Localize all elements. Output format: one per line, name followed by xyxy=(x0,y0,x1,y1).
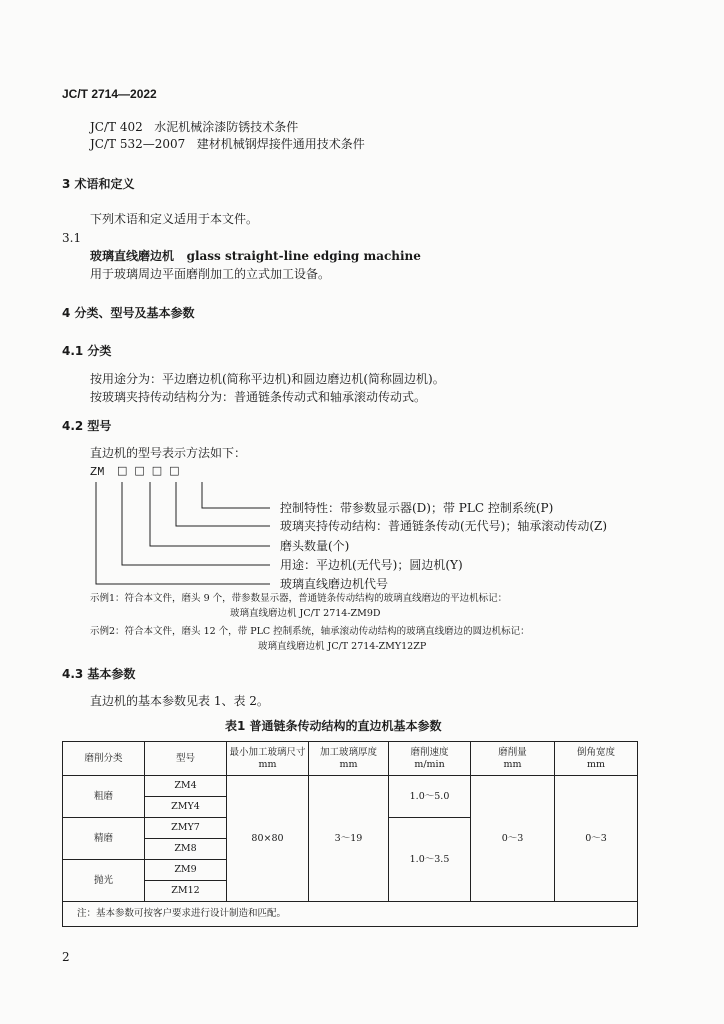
callout-heads: 磨头数量(个) xyxy=(280,539,350,553)
header-cell: 倒角宽度 mm xyxy=(555,742,638,776)
params-intro: 直边机的基本参数见表 1、表 2。 xyxy=(90,694,269,708)
model-cell: ZMY7 xyxy=(145,818,227,839)
callout-control: 控制特性：带参数显示器(D)；带 PLC 控制系统(P) xyxy=(280,501,554,515)
example-2-mark: 玻璃直线磨边机 JC/T 2714-ZMY12ZP xyxy=(258,641,427,652)
model-intro: 直边机的型号表示方法如下： xyxy=(90,446,247,460)
speed-cell: 1.0～5.0 xyxy=(389,776,471,818)
classification-line-1: 按用途分为：平边磨边机(简称平边机)和圆边磨边机(简称圆边机)。 xyxy=(90,372,445,386)
model-cell: ZM8 xyxy=(145,839,227,860)
term-en: glass straight-line edging machine xyxy=(186,249,421,263)
example-1-mark: 玻璃直线磨边机 JC/T 2714-ZM9D xyxy=(230,608,381,619)
parameters-table xyxy=(62,741,638,927)
table-note-row xyxy=(63,902,638,927)
callout-usage: 用途：平边机(无代号)；圆边机(Y) xyxy=(280,558,463,572)
classification-line-2: 按玻璃夹持传动结构分为：普通链条传动式和轴承滚动传动式。 xyxy=(90,390,427,404)
header-cell: 磨削分类 xyxy=(63,742,145,776)
table-header-row xyxy=(63,742,638,776)
reference-title: 水泥机械涂漆防锈技术条件 xyxy=(154,120,299,134)
min-size-cell: 80×80 xyxy=(227,776,309,902)
callout-code: 玻璃直线磨边机代号 xyxy=(280,577,389,591)
thickness-cell: 3～19 xyxy=(309,776,389,902)
section-4-3-heading: 4.3 基本参数 xyxy=(62,667,136,681)
term-number: 3.1 xyxy=(62,231,82,245)
table-note: 注：基本参数可按客户要求进行设计制造和匹配。 xyxy=(63,902,638,927)
example-1: 示例1：符合本文件，磨头 9 个，带参数显示器，普通链条传动结构的玻璃直线磨边的平边机标记： xyxy=(90,593,508,604)
header-cell: 最小加工玻璃尺寸 mm xyxy=(227,742,309,776)
section-3-heading: 3 术语和定义 xyxy=(62,177,135,191)
reference-title: 建材机械钢焊接件通用技术条件 xyxy=(196,137,365,151)
example-2: 示例2：符合本文件，磨头 12 个，带 PLC 控制系统，轴承滚动传动结构的玻璃直线磨边的圆边机标记： xyxy=(90,626,530,637)
group-cell: 抛光 xyxy=(63,860,145,902)
standard-code-header: JC/T 2714—2022 xyxy=(62,87,157,101)
table-row xyxy=(63,776,638,797)
term-definition: 用于玻璃周边平面磨削加工的立式加工设备。 xyxy=(90,267,331,281)
header-cell: 磨削量 mm xyxy=(471,742,555,776)
header-cell: 加工玻璃厚度 mm xyxy=(309,742,389,776)
header-cell: 型号 xyxy=(145,742,227,776)
reference-code: JC/T 532—2007 xyxy=(90,137,186,151)
model-cell: ZM12 xyxy=(145,881,227,902)
section-4-heading: 4 分类、型号及基本参数 xyxy=(62,306,195,320)
group-cell: 粗磨 xyxy=(63,776,145,818)
reference-code: JC/T 402 xyxy=(90,120,143,134)
section-3-intro: 下列术语和定义适用于本文件。 xyxy=(90,212,259,226)
grind-amount-cell: 0～3 xyxy=(471,776,555,902)
model-placeholder-boxes: □□□□ xyxy=(117,464,187,477)
page-number: 2 xyxy=(62,950,70,964)
chamfer-cell: 0～3 xyxy=(555,776,638,902)
model-cell: ZM4 xyxy=(145,776,227,797)
section-4-1-heading: 4.1 分类 xyxy=(62,344,112,358)
speed-cell: 1.0～3.5 xyxy=(389,818,471,902)
model-cell: ZMY4 xyxy=(145,797,227,818)
group-cell: 精磨 xyxy=(63,818,145,860)
callout-transmission: 玻璃夹持传动结构：普通链条传动(无代号)；轴承滚动传动(Z) xyxy=(280,519,608,533)
table-caption: 表1 普通链条传动结构的直边机基本参数 xyxy=(225,719,442,733)
header-cell: 磨削速度 m/min xyxy=(389,742,471,776)
model-cell: ZM9 xyxy=(145,860,227,881)
section-4-2-heading: 4.2 型号 xyxy=(62,419,112,433)
model-prefix: ZM xyxy=(90,465,105,479)
term-cn: 玻璃直线磨边机 xyxy=(90,249,175,263)
